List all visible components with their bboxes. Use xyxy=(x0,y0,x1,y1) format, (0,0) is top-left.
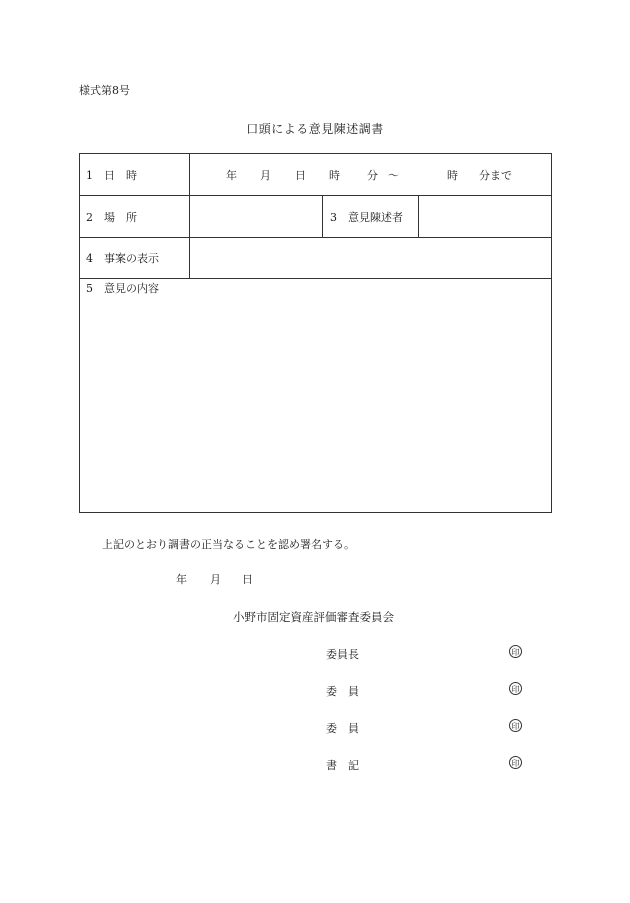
location-label: 2 場 所 xyxy=(86,211,137,224)
signatory-title: 委 員 xyxy=(326,722,359,735)
datetime-label: 1 日 時 xyxy=(86,169,137,182)
declaration-text: 上記のとおり調書の正当なることを認め署名する。 xyxy=(102,538,355,551)
column-divider xyxy=(418,195,419,237)
row-divider xyxy=(80,195,551,196)
document-title: 口頭による意見陳述調書 xyxy=(246,122,384,136)
form-number: 様式第8号 xyxy=(79,84,130,97)
datetime-day: 日 xyxy=(295,169,306,182)
row-divider xyxy=(80,237,551,238)
signatory-title: 委員長 xyxy=(326,648,359,661)
committee-name: 小野市固定資産評価審査委員会 xyxy=(233,610,394,624)
signatory-title: 委 員 xyxy=(326,685,359,698)
datetime-hour: 時 xyxy=(329,169,340,182)
seal-icon: 印 xyxy=(509,645,522,658)
seal-icon: 印 xyxy=(509,719,522,732)
column-divider xyxy=(189,154,190,278)
seal-icon: 印 xyxy=(509,756,522,769)
datetime-year: 年 xyxy=(226,169,237,182)
row-divider xyxy=(80,278,551,279)
datetime-minute: 分 xyxy=(367,169,378,182)
date-month: 月 xyxy=(210,573,221,586)
datetime-month: 月 xyxy=(260,169,271,182)
seal-icon: 印 xyxy=(509,682,522,695)
case-label: 4 事案の表示 xyxy=(86,252,159,265)
statement-table xyxy=(79,153,552,513)
date-day: 日 xyxy=(242,573,253,586)
column-divider xyxy=(322,195,323,237)
statement-giver-label: 3 意見陳述者 xyxy=(330,211,403,224)
date-year: 年 xyxy=(176,573,187,586)
datetime-end-minute: 分まで xyxy=(479,169,512,182)
datetime-end-hour: 時 xyxy=(447,169,458,182)
opinion-content-label: 5 意見の内容 xyxy=(86,282,159,295)
datetime-tilde: ～ xyxy=(388,169,399,182)
signatory-title: 書 記 xyxy=(326,759,359,772)
